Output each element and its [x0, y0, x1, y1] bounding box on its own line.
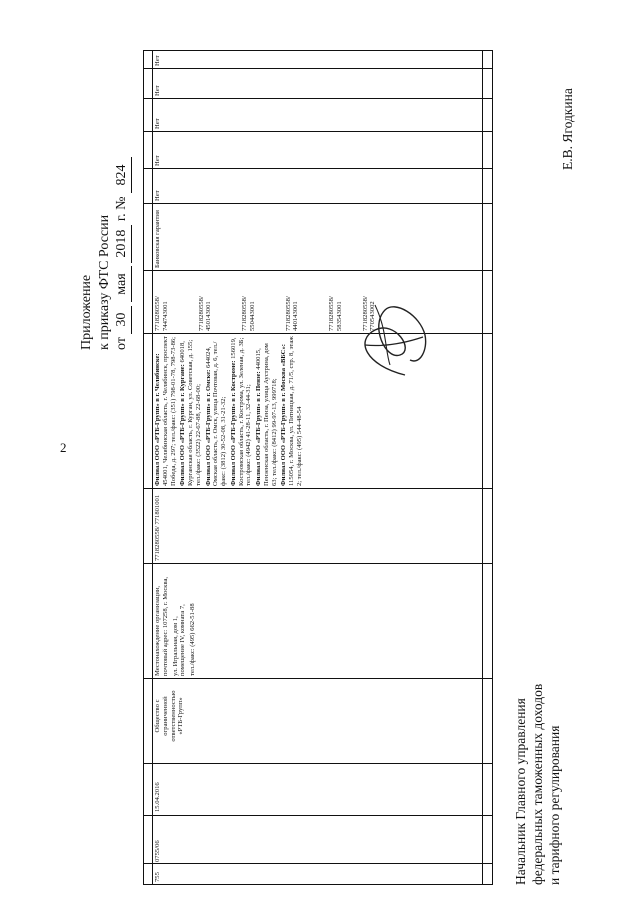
col-sep-6: [144, 488, 492, 489]
branch-details: 640018, Курганская область, г. Курган, ул. Советская, д. 155; тел./факс: (3522) 22-67-88, 22-68-00;: [179, 339, 202, 486]
address-line: Местонахождение организации, почтовый адрес: 107258, г. Москва,: [154, 576, 169, 676]
number-sign: №: [114, 196, 129, 210]
branch-inn: 7718280558/ 440143001: [284, 296, 300, 331]
branch-details: 440015, Пензенская область, г. Пенза, улица Аустрина, дом 63; тел./факс: (8412) 99-97-13, 999718;: [255, 343, 278, 486]
branch-inn: 7718280558/ 583543001: [328, 296, 343, 331]
branch-details: 115054, г. Москва, ул. Пятницкая, д. 71/5, стр. 8, этаж 2; тел./факс: (495) 544-48-54: [288, 336, 304, 486]
handwritten-signature: [345, 295, 435, 385]
order-number: 824: [113, 157, 132, 193]
branch-name: Филиал ООО «РТБ-Групп» в г. Челябинске:: [154, 353, 161, 486]
col-sep-2: [144, 815, 492, 816]
branch-details: 156019, Костромская область, г. Кострома, ул. Зеленая, д. 3Б; тел./факс: (4942) 41-28-11, 32-44-31;: [229, 337, 253, 486]
registry-table: [143, 50, 493, 885]
branch-inn: 7718280558/ 770543002: [361, 296, 377, 331]
branch-entry: [255, 336, 278, 486]
branch-name: Филиал ООО «РТБ-Групп» в г. Пензе:: [255, 371, 263, 486]
table-bottom-strip: [482, 51, 483, 884]
ot-label: от: [114, 337, 129, 350]
address-line: тел./факс: (495) 662-51-88: [189, 603, 197, 676]
cell-no-b: Нет: [154, 155, 161, 166]
branch-entry: [154, 336, 177, 486]
cell-branches: [154, 336, 306, 486]
cell-reg-number: 0755/06: [154, 840, 161, 862]
branch-details: 644024, Омская область, г. Омск, улица Почтовая, д. 6, тел./факс: (3812) 30-52-08, 31-21-32;: [204, 341, 228, 486]
page-number: 2: [60, 440, 67, 455]
order-header: [78, 50, 132, 350]
col-sep-5: [144, 563, 492, 564]
col-sep-3: [144, 763, 492, 764]
cell-inn-kpp: 7718280558/ 771801001: [154, 494, 161, 561]
branch-entry: [205, 336, 228, 486]
col-sep-10: [144, 168, 492, 169]
address-line: ул. Игральная, дом 1,: [171, 616, 179, 676]
year-suffix: г.: [114, 213, 129, 222]
order-year: 2018: [113, 225, 132, 263]
order-date-line: [113, 50, 132, 350]
branch-inn: 7718280558/ 450143001: [197, 296, 213, 331]
col-sep-11: [144, 131, 492, 132]
order-month: мая: [113, 266, 132, 302]
order-reference: к приказу ФТС России: [96, 214, 112, 350]
table-top-strip: [152, 51, 153, 884]
signatory-title-line: и тарифного регулирования: [546, 725, 562, 885]
branch-entry: [280, 336, 303, 486]
col-sep-9: [144, 203, 492, 204]
cell-no-a: Нет: [154, 190, 161, 201]
branch-details: 454001, Челябинская область, г. Челябинск, проспект Победа, д. 297; тел./факс: (351) 798-01-78, 798-73-86;: [161, 336, 177, 486]
col-sep-4: [144, 678, 492, 679]
cell-no-e: Нет: [154, 55, 161, 66]
cell-no-c: Нет: [154, 118, 161, 129]
col-sep-1: [144, 863, 492, 864]
order-day: 30: [113, 306, 132, 334]
col-sep-13: [144, 68, 492, 69]
cell-address: [154, 566, 199, 676]
branch-name: Филиал ООО «РТБ-Групп» в г. Омске:: [204, 369, 212, 486]
appendix-title: Приложение: [79, 274, 94, 350]
col-sep-8: [144, 270, 492, 271]
cell-org-name: Общество с ограниченной ответственностью «РТБ-Групп»: [154, 690, 185, 742]
signatory-title: [513, 684, 564, 885]
signatory-title-line: федеральных таможенных доходов: [529, 683, 545, 885]
cell-no-d: Нет: [154, 85, 161, 96]
cell-date: 15.04.2016: [154, 782, 161, 812]
col-sep-12: [144, 98, 492, 99]
branch-name: Филиал ООО «РТБ-Групп» в г. Москва «ВБС»:: [280, 344, 288, 486]
cell-guarantee: Банковская гарантия: [154, 210, 161, 268]
col-sep-7: [144, 333, 492, 334]
signer-name: Е.В. Ягодкина: [560, 88, 575, 170]
branch-name: Филиал ООО «РТБ-Групп» в г. Костроме:: [229, 360, 237, 486]
address-line: помещение IV, комната 7,: [179, 604, 187, 676]
cell-index: 755: [154, 872, 161, 882]
branch-entry: [179, 336, 202, 486]
branch-inn: 7718280558/ 744743001: [154, 296, 169, 331]
branch-name: Филиал ООО «РТБ-Групп» в г. Кургане:: [179, 364, 187, 486]
branch-inn: 7718280558/ 550443001: [241, 296, 256, 331]
branch-entry: [230, 336, 253, 486]
signatory-title-line: Начальник Главного управления: [513, 698, 528, 885]
